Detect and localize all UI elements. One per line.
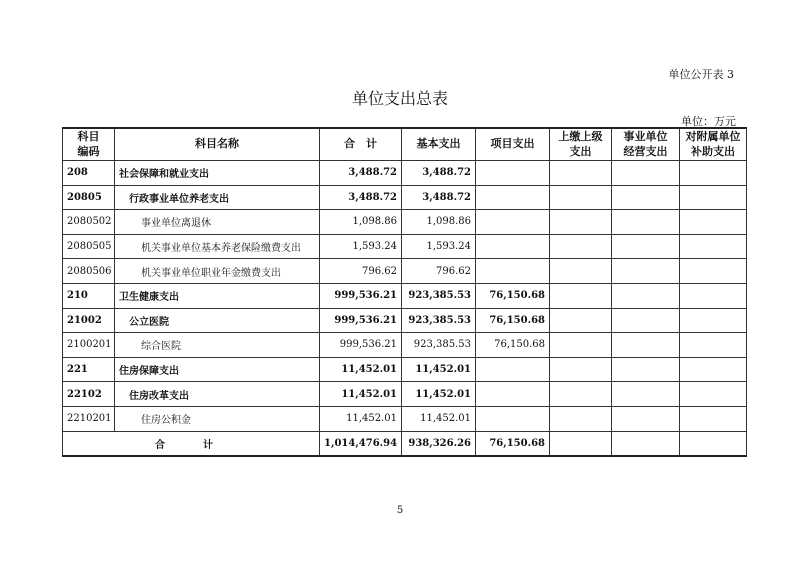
total-label: 合 计 bbox=[63, 431, 320, 456]
cell-total: 1,098.86 bbox=[320, 210, 402, 235]
cell-business bbox=[612, 333, 680, 358]
table-row bbox=[63, 259, 747, 284]
cell-project bbox=[476, 185, 550, 210]
cell-subsidy bbox=[680, 210, 747, 235]
cell-business bbox=[612, 406, 680, 431]
cell-name: 住房公积金 bbox=[115, 406, 320, 431]
cell-upper bbox=[550, 333, 612, 358]
total-upper bbox=[550, 431, 612, 456]
cell-basic: 796.62 bbox=[402, 259, 476, 284]
cell-subsidy bbox=[680, 333, 747, 358]
cell-subsidy bbox=[680, 259, 747, 284]
cell-name: 行政事业单位养老支出 bbox=[115, 185, 320, 210]
total-project: 76,150.68 bbox=[476, 431, 550, 456]
cell-project: 76,150.68 bbox=[476, 308, 550, 333]
cell-upper bbox=[550, 234, 612, 259]
header-code: 科目 编码 bbox=[63, 128, 115, 161]
header-basic: 基本支出 bbox=[402, 128, 476, 161]
table-row bbox=[63, 308, 747, 333]
total-subsidy bbox=[680, 431, 747, 456]
cell-basic: 1,593.24 bbox=[402, 234, 476, 259]
cell-basic: 3,488.72 bbox=[402, 161, 476, 186]
cell-project bbox=[476, 406, 550, 431]
header-business: 事业单位 经营支出 bbox=[612, 128, 680, 161]
cell-business bbox=[612, 210, 680, 235]
cell-total: 3,488.72 bbox=[320, 185, 402, 210]
table-header-row bbox=[63, 128, 747, 161]
header-project: 项目支出 bbox=[476, 128, 550, 161]
cell-upper bbox=[550, 283, 612, 308]
cell-total: 11,452.01 bbox=[320, 406, 402, 431]
cell-basic: 923,385.53 bbox=[402, 283, 476, 308]
cell-basic: 923,385.53 bbox=[402, 333, 476, 358]
expenditure-table bbox=[62, 127, 747, 457]
cell-project bbox=[476, 382, 550, 407]
cell-project bbox=[476, 210, 550, 235]
table-row bbox=[63, 357, 747, 382]
cell-code: 2100201 bbox=[63, 333, 115, 358]
cell-basic: 1,098.86 bbox=[402, 210, 476, 235]
table-row bbox=[63, 333, 747, 358]
total-total: 1,014,476.94 bbox=[320, 431, 402, 456]
cell-total: 999,536.21 bbox=[320, 333, 402, 358]
cell-name: 住房保障支出 bbox=[115, 357, 320, 382]
cell-basic: 923,385.53 bbox=[402, 308, 476, 333]
cell-basic: 11,452.01 bbox=[402, 382, 476, 407]
cell-total: 3,488.72 bbox=[320, 161, 402, 186]
cell-business bbox=[612, 357, 680, 382]
cell-total: 11,452.01 bbox=[320, 357, 402, 382]
cell-basic: 11,452.01 bbox=[402, 406, 476, 431]
cell-code: 208 bbox=[63, 161, 115, 186]
header-subsidy: 对附属单位 补助支出 bbox=[680, 128, 747, 161]
cell-code: 210 bbox=[63, 283, 115, 308]
page-title: 单位支出总表 bbox=[351, 89, 448, 108]
table-row bbox=[63, 382, 747, 407]
cell-total: 796.62 bbox=[320, 259, 402, 284]
cell-code: 2210201 bbox=[63, 406, 115, 431]
cell-business bbox=[612, 382, 680, 407]
cell-name: 卫生健康支出 bbox=[115, 283, 320, 308]
cell-total: 11,452.01 bbox=[320, 382, 402, 407]
cell-subsidy bbox=[680, 382, 747, 407]
total-basic: 938,326.26 bbox=[402, 431, 476, 456]
cell-upper bbox=[550, 161, 612, 186]
cell-project bbox=[476, 357, 550, 382]
cell-name: 社会保障和就业支出 bbox=[115, 161, 320, 186]
page-number: 5 bbox=[396, 505, 404, 516]
cell-business bbox=[612, 234, 680, 259]
table-number-label: 单位公开表 3 bbox=[668, 68, 734, 81]
cell-upper bbox=[550, 308, 612, 333]
cell-upper bbox=[550, 357, 612, 382]
cell-upper bbox=[550, 259, 612, 284]
cell-business bbox=[612, 308, 680, 333]
cell-name: 机关事业单位职业年金缴费支出 bbox=[115, 259, 320, 284]
cell-code: 2080502 bbox=[63, 210, 115, 235]
table-row bbox=[63, 234, 747, 259]
table-row bbox=[63, 210, 747, 235]
cell-upper bbox=[550, 210, 612, 235]
cell-name: 综合医院 bbox=[115, 333, 320, 358]
cell-business bbox=[612, 283, 680, 308]
cell-subsidy bbox=[680, 234, 747, 259]
cell-name: 公立医院 bbox=[115, 308, 320, 333]
cell-total: 1,593.24 bbox=[320, 234, 402, 259]
table-row bbox=[63, 283, 747, 308]
cell-subsidy bbox=[680, 357, 747, 382]
cell-name: 机关事业单位基本养老保险缴费支出 bbox=[115, 234, 320, 259]
cell-total: 999,536.21 bbox=[320, 308, 402, 333]
cell-code: 221 bbox=[63, 357, 115, 382]
cell-business bbox=[612, 185, 680, 210]
cell-subsidy bbox=[680, 406, 747, 431]
cell-code: 2080506 bbox=[63, 259, 115, 284]
cell-upper bbox=[550, 382, 612, 407]
cell-subsidy bbox=[680, 185, 747, 210]
header-total: 合 计 bbox=[320, 128, 402, 161]
cell-project bbox=[476, 161, 550, 186]
total-business bbox=[612, 431, 680, 456]
unit-label: 单位：万元 bbox=[681, 115, 736, 128]
cell-name: 住房改革支出 bbox=[115, 382, 320, 407]
cell-code: 2080505 bbox=[63, 234, 115, 259]
cell-total: 999,536.21 bbox=[320, 283, 402, 308]
cell-basic: 11,452.01 bbox=[402, 357, 476, 382]
total-row bbox=[63, 431, 747, 456]
table-row bbox=[63, 185, 747, 210]
cell-code: 22102 bbox=[63, 382, 115, 407]
cell-code: 20805 bbox=[63, 185, 115, 210]
header-upper: 上缴上级 支出 bbox=[550, 128, 612, 161]
cell-project: 76,150.68 bbox=[476, 333, 550, 358]
header-name: 科目名称 bbox=[115, 128, 320, 161]
table-row bbox=[63, 161, 747, 186]
cell-subsidy bbox=[680, 283, 747, 308]
table-row bbox=[63, 406, 747, 431]
cell-name: 事业单位离退休 bbox=[115, 210, 320, 235]
cell-business bbox=[612, 259, 680, 284]
cell-code: 21002 bbox=[63, 308, 115, 333]
cell-subsidy bbox=[680, 161, 747, 186]
cell-project bbox=[476, 234, 550, 259]
cell-upper bbox=[550, 185, 612, 210]
cell-business bbox=[612, 161, 680, 186]
cell-upper bbox=[550, 406, 612, 431]
cell-project: 76,150.68 bbox=[476, 283, 550, 308]
table-body bbox=[63, 161, 747, 432]
cell-basic: 3,488.72 bbox=[402, 185, 476, 210]
cell-project bbox=[476, 259, 550, 284]
cell-subsidy bbox=[680, 308, 747, 333]
